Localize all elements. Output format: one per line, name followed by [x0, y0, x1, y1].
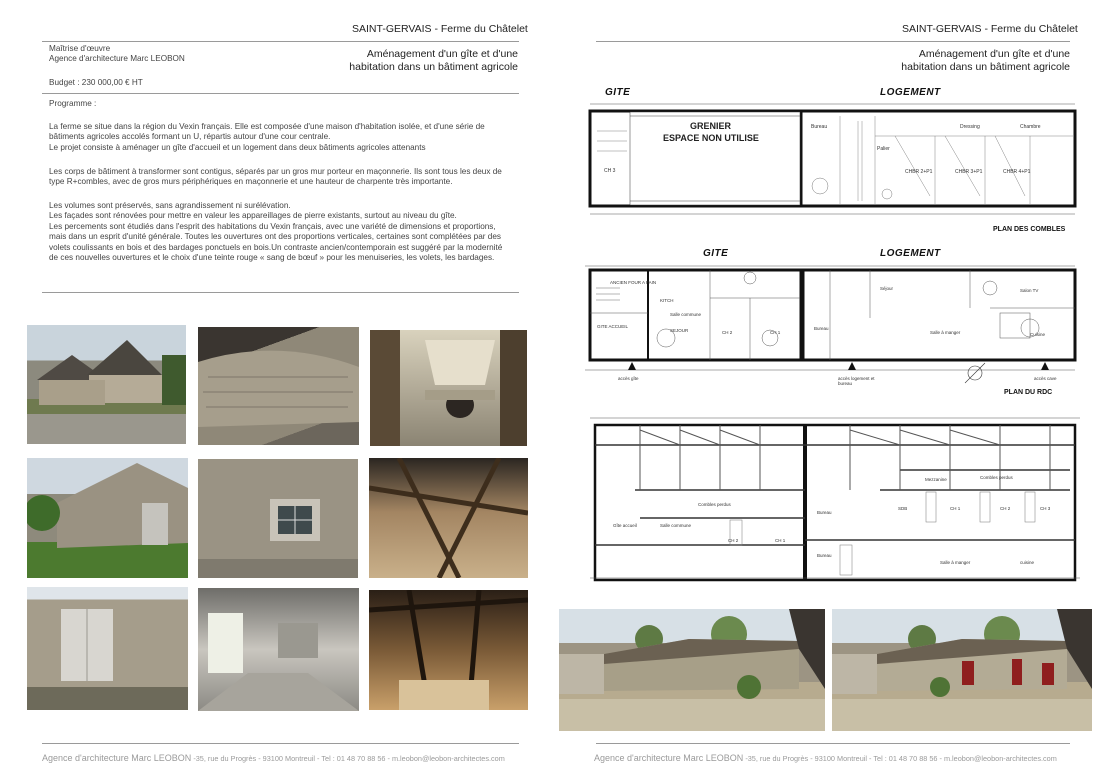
combles-room-chbr2: CHBR 2+P1 — [905, 169, 933, 175]
photo-interior-hall — [198, 588, 359, 711]
text-line: de ces nouvelles ouvertures et le choix d'une teinte rouge « sang de bœuf » pour les menuiseries, les volets, les bardages. — [49, 253, 495, 263]
rdc-room-bureau: Bureau — [814, 326, 829, 331]
text-line: Les percements sont étudiés dans l'esprit des habitations du Vexin français, avec une variété de dimensions et proportions, — [49, 221, 496, 231]
coupe-ch2-log: CH 2 — [1000, 506, 1011, 511]
rdc-room-ch2: CH 2 — [722, 330, 733, 335]
coupe-salle-a-manger: Salle à manger — [940, 560, 971, 565]
programme-paragraph-2 — [49, 167, 502, 188]
rdc-room-kitch: KITCH — [660, 298, 674, 303]
photo-courtyard-after — [832, 609, 1092, 731]
rdc-acces-cave: accès cave — [1034, 376, 1057, 381]
rdc-room-salle-a-manger: Salle à manger — [930, 330, 961, 335]
photo-barn-door — [27, 587, 188, 710]
photo-farm-exterior — [27, 325, 186, 444]
combles-room-chbr4: CHBR 4+P1 — [1003, 169, 1031, 175]
text-line: mais dans un esprit d'unité générale. Toutes les ouvertures ont des proportions verticales, certaines sont complétées par des — [49, 232, 501, 242]
right-header-subtitle-1: Aménagement d'un gîte et d'une — [918, 48, 1070, 60]
programme-paragraph-1 — [49, 122, 485, 153]
left-header-rule — [42, 41, 519, 42]
coupe-bureau-2: Bureau — [817, 553, 832, 558]
coupe-ch2: CH 2 — [728, 538, 739, 543]
right-footer — [594, 753, 1057, 763]
plan-combles-title: PLAN DES COMBLES — [993, 226, 1066, 233]
text-line: Le projet consiste à aménager un gîte d'accueil et un logement dans deux bâtiments agricoles attenants — [49, 142, 426, 152]
coupe-gite-accueil: Gîte accueil — [613, 523, 637, 528]
right-header-rule — [596, 41, 1070, 42]
coupe-bureau: Bureau — [817, 510, 832, 515]
combles-room-ch3: CH 3 — [604, 168, 616, 174]
espace-label: ESPACE NON UTILISE — [663, 133, 759, 143]
text-line: Les corps de bâtiment à transformer sont contigus, séparés par un gros mur porteur en maçonnerie. Ils sont tous les deux de — [49, 167, 502, 176]
photo-barn-facade — [27, 458, 188, 578]
right-footer-agency: Agence d'architecture Marc LEOBON — [594, 753, 744, 763]
right-header-subtitle-2: habitation dans un bâtiment agricole — [901, 61, 1070, 73]
plan-des-combles — [575, 84, 1085, 244]
rdc-room-ch1: CH 1 — [770, 330, 781, 335]
coupe-mezzanine: Mezzanine — [925, 477, 947, 482]
left-footer — [42, 753, 505, 763]
coupe-combles-1: Combles perdus — [698, 502, 731, 507]
rdc-acces-logement: accès logement et bureau — [838, 376, 875, 386]
combles-room-palier: Palier — [877, 146, 890, 152]
programme-paragraph-3 — [49, 201, 502, 263]
combles-room-chambre: Chambre — [1020, 124, 1041, 130]
budget: Budget : 230 000,00 € HT — [49, 78, 143, 87]
budget-rule — [42, 93, 519, 94]
plan-du-rdc — [570, 246, 1090, 401]
text-line: volets coulissants en bois et des bardages ponctuels en bois.Un contraste ancien/contemporain est suggéré par la modernité — [49, 242, 503, 252]
combles-room-bureau: Bureau — [811, 124, 828, 130]
coupe-cuisine: cuisine — [1020, 560, 1035, 565]
rdc-room-salle-commune: Salle commune — [670, 312, 702, 317]
coupe-combles-2: Combles perdus — [980, 475, 1013, 480]
left-footer-agency: Agence d'architecture Marc LEOBON — [42, 753, 192, 763]
photo-courtyard-before — [559, 609, 825, 731]
photo-stone-wall — [198, 327, 359, 445]
photo-roof-frame — [369, 458, 528, 578]
rdc-room-four: ANCIEN FOUR A PAIN — [610, 280, 657, 285]
rdc-room-cuisine: Cuisine — [1030, 332, 1046, 337]
right-footer-address: -35, rue du Progrès - 93100 Montreuil - Tel : 01 48 70 88 56 - m.leobon@leobon-architectes.com — [743, 754, 1057, 763]
plan-rdc-title: PLAN DU RDC — [1004, 389, 1053, 396]
coupe-ch3-log: CH 3 — [1040, 506, 1051, 511]
programme-rule — [42, 292, 519, 293]
text-line: Les volumes sont préservés, sans agrandissement ni surélévation. — [49, 201, 291, 210]
left-footer-rule — [42, 743, 519, 744]
combles-room-chbr3: CHBR 3+P1 — [955, 169, 983, 175]
text-line: Les façades sont rénovées pour mettre en valeur les appareillages de pierre existants, surtout au niveau du gîte. — [49, 211, 457, 221]
rdc-room-sejour: SEJOUR — [670, 328, 689, 333]
rdc-label-gite: GITE — [703, 248, 729, 259]
coupe-salle-commune: Salle commune — [660, 523, 692, 528]
programme-label: Programme : — [49, 99, 97, 108]
rdc-label-logement: LOGEMENT — [880, 248, 941, 259]
text-line: La ferme se situe dans la région du Vexin français. Elle est composée d'une maison d'habitation isolée, et d'une série de — [49, 122, 485, 131]
grenier-label: GRENIER — [690, 121, 732, 131]
combles-label-gite: GITE — [605, 87, 631, 98]
coupe-ch1-log: CH 1 — [950, 506, 961, 511]
photo-attic-beams — [369, 590, 528, 710]
left-header-subtitle-2: habitation dans un bâtiment agricole — [349, 61, 518, 73]
left-header-subtitle-1: Aménagement d'un gîte et d'une — [366, 48, 518, 60]
rdc-room-gite-accueil: GITE ACCUEIL — [597, 324, 629, 329]
maitrise-block — [49, 44, 185, 65]
rdc-room-salon-tv: Salon TV — [1020, 288, 1039, 293]
combles-room-dressing: Dressing — [960, 124, 980, 130]
rdc-acces-gite: accès gîte — [618, 376, 639, 381]
photo-fireplace — [370, 330, 527, 446]
photo-window — [198, 459, 358, 578]
text-line: bâtiments agricoles accolés formant un U, répartis autour d'une cour centrale. — [49, 132, 331, 142]
coupe-sdb: SDB — [898, 506, 908, 511]
coupe-ch1: CH 1 — [775, 538, 786, 543]
left-footer-address: -35, rue du Progrès - 93100 Montreuil - Tel : 01 48 70 88 56 - m.leobon@leobon-architectes.com — [191, 754, 505, 763]
maitrise-value: Agence d'architecture Marc LEOBON — [49, 54, 185, 64]
text-line: type R+combles, avec de gros murs périphériques en maçonnerie et une hauteur de charpente très importante. — [49, 177, 453, 187]
right-footer-rule — [596, 743, 1070, 744]
maitrise-label: Maîtrise d'œuvre — [49, 44, 111, 53]
right-header-title: SAINT-GERVAIS - Ferme du Châtelet — [902, 23, 1078, 35]
combles-label-logement: LOGEMENT — [880, 87, 941, 98]
coupe-longitudinale — [580, 410, 1090, 585]
left-header-title: SAINT-GERVAIS - Ferme du Châtelet — [352, 23, 528, 35]
rdc-room-sejour-log: Séjour — [880, 286, 894, 291]
